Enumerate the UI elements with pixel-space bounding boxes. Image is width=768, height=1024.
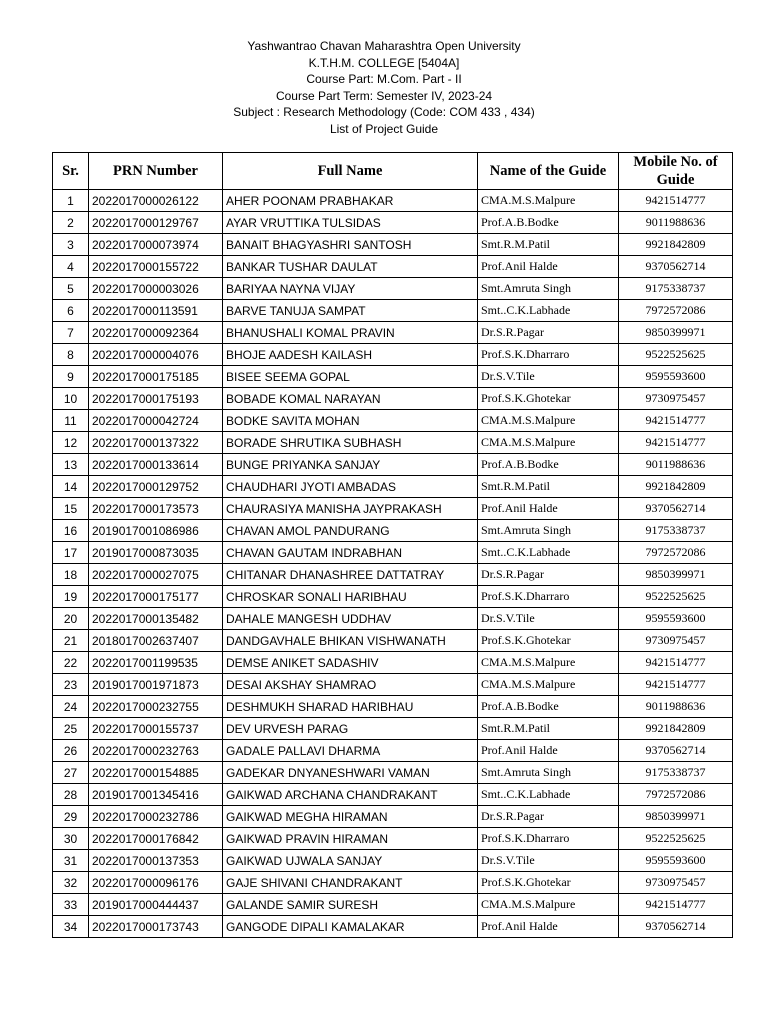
prn-cell: 2019017001345416 xyxy=(89,784,223,806)
mobile-number-cell: 9370562714 xyxy=(619,740,733,762)
guide-name-cell: Smt..C.K.Labhade xyxy=(478,300,619,322)
sr-cell: 27 xyxy=(53,762,89,784)
mobile-number-cell: 9730975457 xyxy=(619,630,733,652)
guide-name-cell: Dr.S.V.Tile xyxy=(478,608,619,630)
guide-name-cell: Dr.S.R.Pagar xyxy=(478,564,619,586)
full-name-cell: BANAIT BHAGYASHRI SANTOSH xyxy=(223,234,478,256)
mobile-number-cell: 9421514777 xyxy=(619,190,733,212)
sr-cell: 2 xyxy=(53,212,89,234)
mobile-number-cell: 9522525625 xyxy=(619,586,733,608)
table-row xyxy=(53,322,733,344)
mobile-number-cell: 9175338737 xyxy=(619,278,733,300)
full-name-cell: BHOJE AADESH KAILASH xyxy=(223,344,478,366)
sr-cell: 23 xyxy=(53,674,89,696)
prn-cell: 2022017000129752 xyxy=(89,476,223,498)
mobile-number-cell: 9011988636 xyxy=(619,212,733,234)
full-name-cell: GANGODE DIPALI KAMALAKAR xyxy=(223,916,478,938)
table-row xyxy=(53,652,733,674)
table-row xyxy=(53,850,733,872)
sr-cell: 24 xyxy=(53,696,89,718)
prn-cell: 2022017000173743 xyxy=(89,916,223,938)
column-header-guide: Name of the Guide xyxy=(478,153,619,190)
guide-name-cell: CMA.M.S.Malpure xyxy=(478,410,619,432)
guide-name-cell: Smt.Amruta Singh xyxy=(478,278,619,300)
full-name-cell: AHER POONAM PRABHAKAR xyxy=(223,190,478,212)
full-name-cell: CHAUDHARI JYOTI AMBADAS xyxy=(223,476,478,498)
sr-cell: 9 xyxy=(53,366,89,388)
table-row xyxy=(53,828,733,850)
guide-name-cell: Dr.S.R.Pagar xyxy=(478,806,619,828)
column-header-prn: PRN Number xyxy=(89,153,223,190)
prn-cell: 2022017000073974 xyxy=(89,234,223,256)
table-row xyxy=(53,762,733,784)
course-term: Course Part Term: Semester IV, 2023-24 xyxy=(275,88,493,103)
prn-cell: 2022017000026122 xyxy=(89,190,223,212)
table-row xyxy=(53,454,733,476)
prn-cell: 2019017001971873 xyxy=(89,674,223,696)
full-name-cell: BUNGE PRIYANKA SANJAY xyxy=(223,454,478,476)
column-header-mobile-line1: Mobile No. of xyxy=(633,154,718,170)
mobile-number-cell: 9730975457 xyxy=(619,388,733,410)
column-header-mobile xyxy=(619,153,733,190)
full-name-cell: GAIKWAD ARCHANA CHANDRAKANT xyxy=(223,784,478,806)
guide-name-cell: CMA.M.S.Malpure xyxy=(478,894,619,916)
table-row xyxy=(53,432,733,454)
full-name-cell: GAIKWAD UJWALA SANJAY xyxy=(223,850,478,872)
sr-cell: 7 xyxy=(53,322,89,344)
prn-cell: 2022017000155722 xyxy=(89,256,223,278)
sr-cell: 3 xyxy=(53,234,89,256)
guide-name-cell: Smt.Amruta Singh xyxy=(478,520,619,542)
sr-cell: 20 xyxy=(53,608,89,630)
guide-name-cell: Prof.Anil Halde xyxy=(478,740,619,762)
sr-cell: 25 xyxy=(53,718,89,740)
table-row xyxy=(53,608,733,630)
mobile-number-cell: 9175338737 xyxy=(619,762,733,784)
full-name-cell: BISEE SEEMA GOPAL xyxy=(223,366,478,388)
full-name-cell: CHAVAN AMOL PANDURANG xyxy=(223,520,478,542)
prn-cell: 2022017000173573 xyxy=(89,498,223,520)
guide-name-cell: Smt.R.M.Patil xyxy=(478,476,619,498)
prn-cell: 2022017000154885 xyxy=(89,762,223,784)
full-name-cell: GADALE PALLAVI DHARMA xyxy=(223,740,478,762)
sr-cell: 22 xyxy=(53,652,89,674)
sr-cell: 13 xyxy=(53,454,89,476)
table-row xyxy=(53,212,733,234)
table-row xyxy=(53,278,733,300)
prn-cell: 2022017001199535 xyxy=(89,652,223,674)
sr-cell: 4 xyxy=(53,256,89,278)
prn-cell: 2022017000175177 xyxy=(89,586,223,608)
prn-cell: 2022017000027075 xyxy=(89,564,223,586)
guide-name-cell: Smt..C.K.Labhade xyxy=(478,784,619,806)
mobile-number-cell: 9421514777 xyxy=(619,894,733,916)
full-name-cell: GADEKAR DNYANESHWARI VAMAN xyxy=(223,762,478,784)
table-row xyxy=(53,564,733,586)
mobile-number-cell: 9011988636 xyxy=(619,454,733,476)
sr-cell: 15 xyxy=(53,498,89,520)
table-row xyxy=(53,674,733,696)
mobile-number-cell: 9370562714 xyxy=(619,498,733,520)
full-name-cell: GAIKWAD MEGHA HIRAMAN xyxy=(223,806,478,828)
full-name-cell: CHROSKAR SONALI HARIBHAU xyxy=(223,586,478,608)
guide-name-cell: Smt.Amruta Singh xyxy=(478,762,619,784)
table-row xyxy=(53,190,733,212)
sr-cell: 26 xyxy=(53,740,89,762)
mobile-number-cell: 9921842809 xyxy=(619,476,733,498)
course-part: Course Part: M.Com. Part - II xyxy=(306,72,462,86)
mobile-number-cell: 9011988636 xyxy=(619,696,733,718)
mobile-number-cell: 9421514777 xyxy=(619,432,733,454)
column-header-mobile-line2: Guide xyxy=(656,172,695,188)
table-row xyxy=(53,256,733,278)
prn-cell: 2022017000176842 xyxy=(89,828,223,850)
table-header-row xyxy=(53,153,733,190)
sr-cell: 11 xyxy=(53,410,89,432)
guide-name-cell: Prof.S.K.Ghotekar xyxy=(478,388,619,410)
table-row xyxy=(53,542,733,564)
full-name-cell: BARIYAA NAYNA VIJAY xyxy=(223,278,478,300)
sr-cell: 28 xyxy=(53,784,89,806)
mobile-number-cell: 9595593600 xyxy=(619,608,733,630)
guide-name-cell: CMA.M.S.Malpure xyxy=(478,432,619,454)
table-row xyxy=(53,520,733,542)
full-name-cell: DESAI AKSHAY SHAMRAO xyxy=(223,674,478,696)
mobile-number-cell: 9370562714 xyxy=(619,256,733,278)
full-name-cell: GAIKWAD PRAVIN HIRAMAN xyxy=(223,828,478,850)
guide-name-cell: Prof.S.K.Dharraro xyxy=(478,828,619,850)
guide-name-cell: Prof.A.B.Bodke xyxy=(478,454,619,476)
full-name-cell: DAHALE MANGESH UDDHAV xyxy=(223,608,478,630)
guide-name-cell: Prof.S.K.Ghotekar xyxy=(478,630,619,652)
table-row xyxy=(53,894,733,916)
project-guide-table xyxy=(52,152,733,938)
table-row xyxy=(53,388,733,410)
prn-cell: 2022017000232763 xyxy=(89,740,223,762)
prn-cell: 2022017000175193 xyxy=(89,388,223,410)
sr-cell: 29 xyxy=(53,806,89,828)
prn-cell: 2022017000137353 xyxy=(89,850,223,872)
full-name-cell: BARVE TANUJA SAMPAT xyxy=(223,300,478,322)
prn-cell: 2019017001086986 xyxy=(89,520,223,542)
full-name-cell: DEMSE ANIKET SADASHIV xyxy=(223,652,478,674)
sr-cell: 32 xyxy=(53,872,89,894)
sr-cell: 5 xyxy=(53,278,89,300)
guide-name-cell: Dr.S.V.Tile xyxy=(478,366,619,388)
prn-cell: 2022017000232786 xyxy=(89,806,223,828)
sr-cell: 10 xyxy=(53,388,89,410)
guide-name-cell: CMA.M.S.Malpure xyxy=(478,190,619,212)
sr-cell: 33 xyxy=(53,894,89,916)
mobile-number-cell: 9421514777 xyxy=(619,674,733,696)
full-name-cell: BORADE SHRUTIKA SUBHASH xyxy=(223,432,478,454)
prn-cell: 2022017000137322 xyxy=(89,432,223,454)
full-name-cell: CHAVAN GAUTAM INDRABHAN xyxy=(223,542,478,564)
full-name-cell: BOBADE KOMAL NARAYAN xyxy=(223,388,478,410)
guide-name-cell: Dr.S.V.Tile xyxy=(478,850,619,872)
full-name-cell: DANDGAVHALE BHIKAN VISHWANATH xyxy=(223,630,478,652)
prn-cell: 2022017000133614 xyxy=(89,454,223,476)
prn-cell: 2019017000444437 xyxy=(89,894,223,916)
mobile-number-cell: 9370562714 xyxy=(619,916,733,938)
guide-name-cell: Smt..C.K.Labhade xyxy=(478,542,619,564)
mobile-number-cell: 9421514777 xyxy=(619,410,733,432)
mobile-number-cell: 9175338737 xyxy=(619,520,733,542)
mobile-number-cell: 9421514777 xyxy=(619,652,733,674)
university-name: Yashwantrao Chavan Maharashtra Open University xyxy=(247,39,521,53)
guide-name-cell: CMA.M.S.Malpure xyxy=(478,674,619,696)
guide-name-cell: Prof.S.K.Ghotekar xyxy=(478,872,619,894)
guide-name-cell: Smt.R.M.Patil xyxy=(478,234,619,256)
sr-cell: 30 xyxy=(53,828,89,850)
table-row xyxy=(53,366,733,388)
sr-cell: 31 xyxy=(53,850,89,872)
mobile-number-cell: 9850399971 xyxy=(619,322,733,344)
sr-cell: 1 xyxy=(53,190,89,212)
table-row xyxy=(53,586,733,608)
guide-name-cell: Prof.Anil Halde xyxy=(478,916,619,938)
mobile-number-cell: 9850399971 xyxy=(619,806,733,828)
prn-cell: 2022017000096176 xyxy=(89,872,223,894)
sr-cell: 18 xyxy=(53,564,89,586)
mobile-number-cell: 7972572086 xyxy=(619,784,733,806)
table-row xyxy=(53,718,733,740)
full-name-cell: BANKAR TUSHAR DAULAT xyxy=(223,256,478,278)
guide-name-cell: Prof.A.B.Bodke xyxy=(478,212,619,234)
sr-cell: 17 xyxy=(53,542,89,564)
table-row xyxy=(53,696,733,718)
sr-cell: 14 xyxy=(53,476,89,498)
table-row xyxy=(53,498,733,520)
guide-name-cell: Smt.R.M.Patil xyxy=(478,718,619,740)
table-row xyxy=(53,784,733,806)
full-name-cell: AYAR VRUTTIKA TULSIDAS xyxy=(223,212,478,234)
prn-cell: 2022017000113591 xyxy=(89,300,223,322)
sr-cell: 8 xyxy=(53,344,89,366)
sr-cell: 34 xyxy=(53,916,89,938)
table-row xyxy=(53,916,733,938)
sr-cell: 12 xyxy=(53,432,89,454)
guide-name-cell: Prof.S.K.Dharraro xyxy=(478,586,619,608)
college-name: K.T.H.M. COLLEGE [5404A] xyxy=(308,55,460,70)
table-row xyxy=(53,234,733,256)
full-name-cell: BHANUSHALI KOMAL PRAVIN xyxy=(223,322,478,344)
prn-cell: 2022017000004076 xyxy=(89,344,223,366)
mobile-number-cell: 9730975457 xyxy=(619,872,733,894)
mobile-number-cell: 9522525625 xyxy=(619,344,733,366)
prn-cell: 2022017000042724 xyxy=(89,410,223,432)
mobile-number-cell: 9595593600 xyxy=(619,850,733,872)
prn-cell: 2018017002637407 xyxy=(89,630,223,652)
full-name-cell: GALANDE SAMIR SURESH xyxy=(223,894,478,916)
mobile-number-cell: 7972572086 xyxy=(619,300,733,322)
full-name-cell: CHAURASIYA MANISHA JAYPRAKASH xyxy=(223,498,478,520)
table-row xyxy=(53,806,733,828)
prn-cell: 2022017000129767 xyxy=(89,212,223,234)
sr-cell: 21 xyxy=(53,630,89,652)
guide-name-cell: CMA.M.S.Malpure xyxy=(478,652,619,674)
sr-cell: 19 xyxy=(53,586,89,608)
column-header-full-name: Full Name xyxy=(223,153,478,190)
full-name-cell: CHITANAR DHANASHREE DATTATRAY xyxy=(223,564,478,586)
table-row xyxy=(53,410,733,432)
mobile-number-cell: 7972572086 xyxy=(619,542,733,564)
prn-cell: 2022017000155737 xyxy=(89,718,223,740)
mobile-number-cell: 9921842809 xyxy=(619,234,733,256)
prn-cell: 2022017000175185 xyxy=(89,366,223,388)
list-title: List of Project Guide xyxy=(329,121,439,136)
table-row xyxy=(53,300,733,322)
prn-cell: 2022017000232755 xyxy=(89,696,223,718)
guide-name-cell: Prof.S.K.Dharraro xyxy=(478,344,619,366)
table-row xyxy=(53,630,733,652)
column-header-sr: Sr. xyxy=(53,153,89,190)
table-row xyxy=(53,344,733,366)
table-row xyxy=(53,476,733,498)
prn-cell: 2022017000092364 xyxy=(89,322,223,344)
guide-name-cell: Dr.S.R.Pagar xyxy=(478,322,619,344)
sr-cell: 16 xyxy=(53,520,89,542)
table-row xyxy=(53,872,733,894)
guide-name-cell: Prof.Anil Halde xyxy=(478,498,619,520)
subject-line: Subject : Research Methodology (Code: COM 433 , 434) xyxy=(233,105,535,119)
prn-cell: 2022017000135482 xyxy=(89,608,223,630)
sr-cell: 6 xyxy=(53,300,89,322)
table-body xyxy=(53,190,733,938)
prn-cell: 2022017000003026 xyxy=(89,278,223,300)
guide-name-cell: Prof.Anil Halde xyxy=(478,256,619,278)
document-header xyxy=(0,38,768,137)
mobile-number-cell: 9921842809 xyxy=(619,718,733,740)
mobile-number-cell: 9595593600 xyxy=(619,366,733,388)
mobile-number-cell: 9850399971 xyxy=(619,564,733,586)
full-name-cell: DEV URVESH PARAG xyxy=(223,718,478,740)
mobile-number-cell: 9522525625 xyxy=(619,828,733,850)
full-name-cell: DESHMUKH SHARAD HARIBHAU xyxy=(223,696,478,718)
full-name-cell: GAJE SHIVANI CHANDRAKANT xyxy=(223,872,478,894)
guide-name-cell: Prof.A.B.Bodke xyxy=(478,696,619,718)
full-name-cell: BODKE SAVITA MOHAN xyxy=(223,410,478,432)
prn-cell: 2019017000873035 xyxy=(89,542,223,564)
table-row xyxy=(53,740,733,762)
